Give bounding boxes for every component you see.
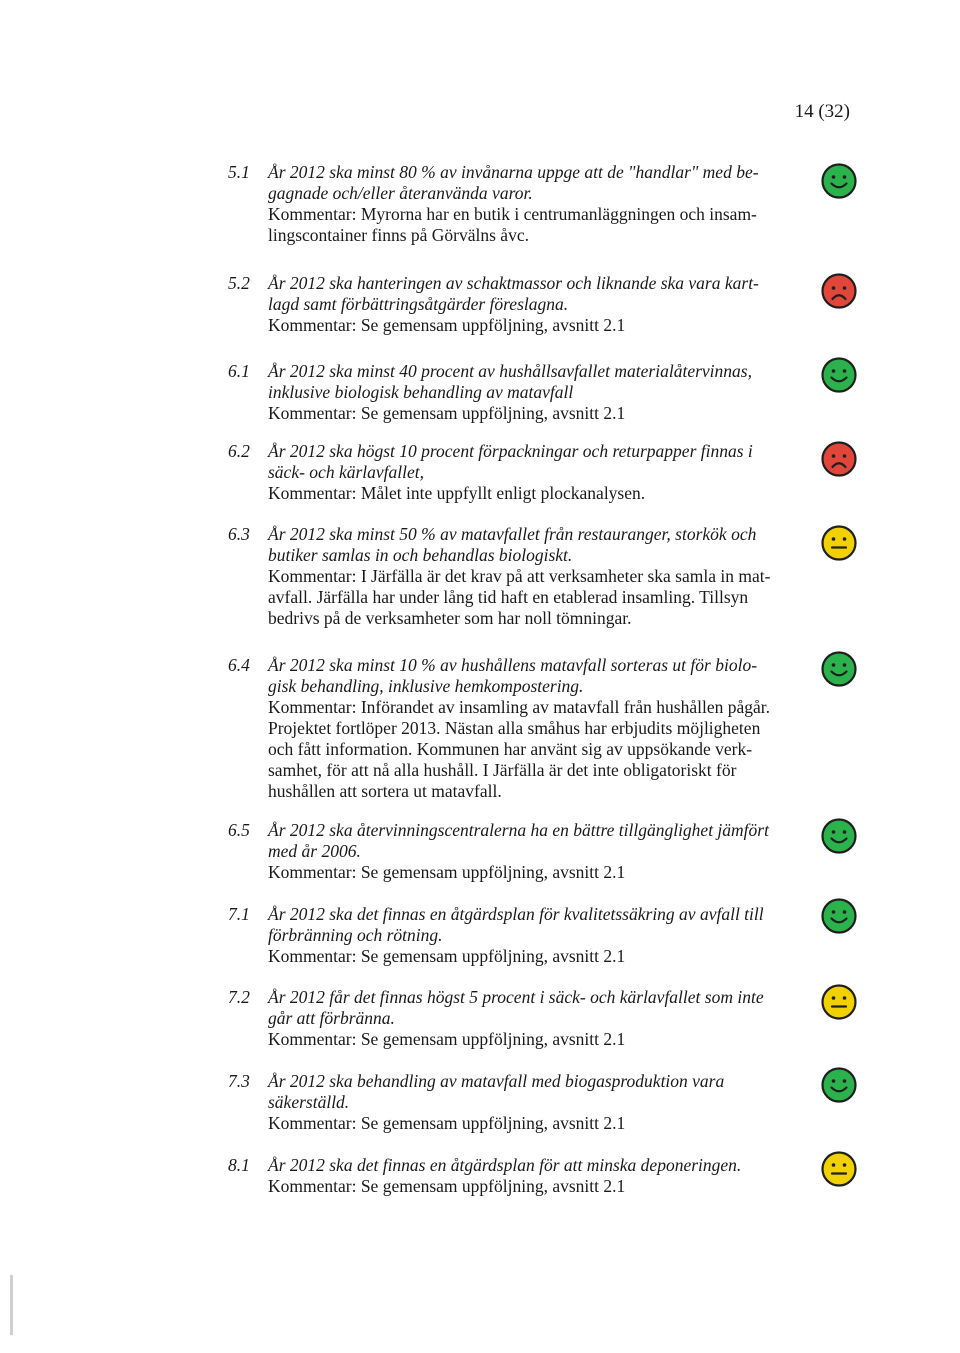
goal-body bbox=[268, 1155, 808, 1197]
goal-body bbox=[268, 361, 808, 424]
goal-body bbox=[268, 273, 808, 336]
smiley-eye bbox=[832, 1079, 836, 1083]
goal-number: 6.4 bbox=[228, 655, 250, 675]
smiley-eye bbox=[832, 175, 836, 179]
goal-text-line: med år 2006. bbox=[268, 841, 361, 861]
status-smiley-green-icon bbox=[820, 356, 858, 394]
goal-number: 8.1 bbox=[228, 1155, 250, 1175]
goal-number: 7.1 bbox=[228, 904, 250, 924]
goal-text-line: År 2012 ska minst 10 % av hushållens matavfall sorteras ut för biolo- bbox=[268, 655, 758, 675]
goal-number: 6.3 bbox=[228, 524, 250, 544]
status-smiley-yellow-icon bbox=[820, 983, 858, 1021]
goal-text-line: År 2012 ska det finnas en åtgärdsplan för att minska deponeringen. bbox=[268, 1155, 742, 1175]
smiley-eye bbox=[832, 454, 836, 458]
goal-number: 6.2 bbox=[228, 441, 250, 461]
smiley-eye bbox=[843, 910, 847, 914]
goal-text-line: År 2012 ska minst 50 % av matavfallet från restauranger, storkök och bbox=[268, 524, 757, 544]
goal-body bbox=[268, 655, 808, 802]
goal-text-line: säck- och kärlavfallet, bbox=[268, 462, 424, 482]
goal-text-line: förbränning och rötning. bbox=[268, 925, 443, 945]
goal-body bbox=[268, 904, 808, 967]
scan-margin-mark bbox=[10, 1275, 13, 1335]
comment-text-line: Kommentar: Se gemensam uppföljning, avsnitt 2.1 bbox=[268, 862, 626, 882]
goal-number: 6.5 bbox=[228, 820, 250, 840]
goal-number: 7.3 bbox=[228, 1071, 250, 1091]
smiley-eye bbox=[843, 537, 847, 541]
page-number: 14 (32) bbox=[794, 101, 850, 122]
smiley-face bbox=[823, 986, 856, 1019]
goal-body bbox=[268, 820, 808, 883]
smiley-eye bbox=[843, 175, 847, 179]
goal-body bbox=[268, 987, 808, 1050]
status-smiley-green-icon bbox=[820, 817, 858, 855]
status-smiley-green-icon bbox=[820, 162, 858, 200]
smiley-eye bbox=[832, 286, 836, 290]
goal-number: 5.2 bbox=[228, 273, 250, 293]
goal-text-line: lagd samt förbättringsåtgärder föreslagna. bbox=[268, 294, 569, 314]
goal-number: 7.2 bbox=[228, 987, 250, 1007]
goal-text-line: går att förbränna. bbox=[268, 1008, 395, 1028]
comment-text-line: Kommentar: Myrorna har en butik i centrumanläggningen och insam- bbox=[268, 204, 757, 224]
goal-text-line: butiker samlas in och behandlas biologiskt. bbox=[268, 545, 573, 565]
goal-text-line: År 2012 ska minst 40 procent av hushållsavfallet materialåtervinnas, bbox=[268, 361, 752, 381]
comment-text-line: Projektet fortlöper 2013. Nästan alla småhus har erbjudits möjligheten bbox=[268, 718, 761, 738]
smiley-eye bbox=[843, 663, 847, 667]
goal-text-line: År 2012 ska det finnas en åtgärdsplan för kvalitetssäkring av avfall till bbox=[268, 904, 764, 924]
goal-body bbox=[268, 162, 808, 246]
status-smiley-green-icon bbox=[820, 1066, 858, 1104]
smiley-eye bbox=[832, 910, 836, 914]
comment-text-line: Kommentar: Införandet av insamling av matavfall från hushållen pågår. bbox=[268, 697, 770, 717]
goal-body bbox=[268, 441, 808, 504]
smiley-eye bbox=[843, 369, 847, 373]
goal-number: 6.1 bbox=[228, 361, 250, 381]
comment-text-line: Kommentar: Se gemensam uppföljning, avsnitt 2.1 bbox=[268, 1113, 626, 1133]
smiley-face bbox=[823, 820, 856, 853]
smiley-eye bbox=[843, 996, 847, 1000]
smiley-face bbox=[823, 165, 856, 198]
smiley-eye bbox=[843, 1163, 847, 1167]
goal-body bbox=[268, 524, 808, 629]
status-smiley-red-icon bbox=[820, 440, 858, 478]
smiley-face bbox=[823, 900, 856, 933]
comment-text-line: samhet, för att nå alla hushåll. I Järfälla är det inte obligatoriskt för bbox=[268, 760, 737, 780]
smiley-face bbox=[823, 527, 856, 560]
comment-text-line: Kommentar: Se gemensam uppföljning, avsnitt 2.1 bbox=[268, 315, 626, 335]
comment-text-line: Kommentar: Se gemensam uppföljning, avsnitt 2.1 bbox=[268, 1029, 626, 1049]
goal-text-line: År 2012 ska högst 10 procent förpackningar och returpapper finnas i bbox=[268, 441, 753, 461]
smiley-face bbox=[823, 275, 856, 308]
smiley-eye bbox=[832, 1163, 836, 1167]
comment-text-line: och fått information. Kommunen har använt sig av uppsökande verk- bbox=[268, 739, 753, 759]
smiley-face bbox=[823, 443, 856, 476]
comment-text-line: Kommentar: Se gemensam uppföljning, avsnitt 2.1 bbox=[268, 1176, 626, 1196]
comment-text-line: bedrivs på de verksamheter som har noll tömningar. bbox=[268, 608, 632, 628]
smiley-eye bbox=[843, 454, 847, 458]
smiley-face bbox=[823, 1153, 856, 1186]
goal-text-line: År 2012 ska hanteringen av schaktmassor och liknande ska vara kart- bbox=[268, 273, 759, 293]
comment-text-line: Kommentar: Se gemensam uppföljning, avsnitt 2.1 bbox=[268, 946, 626, 966]
smiley-face bbox=[823, 359, 856, 392]
smiley-eye bbox=[832, 663, 836, 667]
comment-text-line: avfall. Järfälla har under lång tid haft en etablerad insamling. Tillsyn bbox=[268, 587, 749, 607]
status-smiley-yellow-icon bbox=[820, 1150, 858, 1188]
goal-text-line: År 2012 ska behandling av matavfall med biogasproduktion vara bbox=[268, 1071, 725, 1091]
goal-text-line: gagnade och/eller återanvända varor. bbox=[268, 183, 533, 203]
goal-text-line: År 2012 ska minst 80 % av invånarna uppge att de "handlar" med be- bbox=[268, 162, 759, 182]
comment-text-line: Kommentar: Målet inte uppfyllt enligt plockanalysen. bbox=[268, 483, 646, 503]
smiley-face bbox=[823, 653, 856, 686]
status-smiley-red-icon bbox=[820, 272, 858, 310]
goal-text-line: År 2012 ska återvinningscentralerna ha en bättre tillgänglighet jämfört bbox=[268, 820, 769, 840]
goal-body bbox=[268, 1071, 808, 1134]
smiley-face bbox=[823, 1069, 856, 1102]
comment-text-line: Kommentar: I Järfälla är det krav på att verksamheter ska samla in mat- bbox=[268, 566, 771, 586]
goal-text-line: säkerställd. bbox=[268, 1092, 350, 1112]
smiley-eye bbox=[832, 369, 836, 373]
goal-text-line: inklusive biologisk behandling av matavfall bbox=[268, 382, 574, 402]
comment-text-line: Kommentar: Se gemensam uppföljning, avsnitt 2.1 bbox=[268, 403, 626, 423]
smiley-eye bbox=[832, 830, 836, 834]
comment-text-line: lingscontainer finns på Görvälns åvc. bbox=[268, 225, 529, 245]
smiley-eye bbox=[843, 830, 847, 834]
status-smiley-green-icon bbox=[820, 650, 858, 688]
goal-number: 5.1 bbox=[228, 162, 250, 182]
smiley-eye bbox=[843, 286, 847, 290]
smiley-eye bbox=[832, 537, 836, 541]
status-smiley-yellow-icon bbox=[820, 524, 858, 562]
comment-text-line: hushållen att sortera ut matavfall. bbox=[268, 781, 502, 801]
goal-text-line: gisk behandling, inklusive hemkompostering. bbox=[268, 676, 584, 696]
smiley-eye bbox=[843, 1079, 847, 1083]
status-smiley-green-icon bbox=[820, 897, 858, 935]
goal-text-line: År 2012 får det finnas högst 5 procent i säck- och kärlavfallet som inte bbox=[268, 987, 764, 1007]
smiley-eye bbox=[832, 996, 836, 1000]
